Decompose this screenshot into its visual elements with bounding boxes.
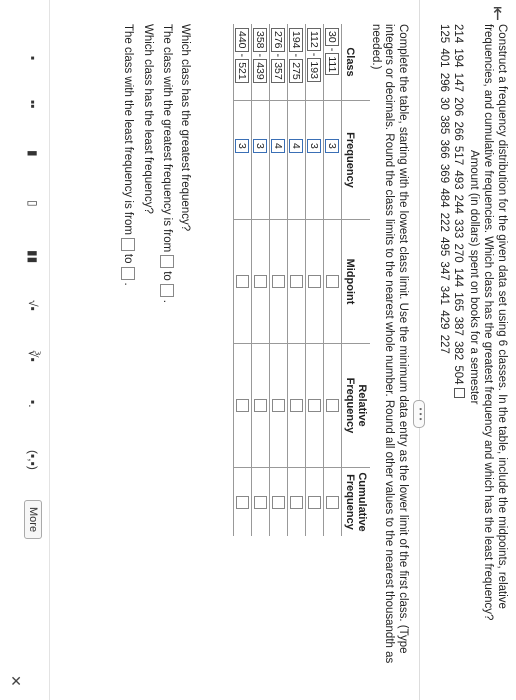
data-caption: Amount (in dollars) spent on books for a semester — [468, 150, 480, 405]
header-cumulative-line-1: Cumulative — [356, 472, 368, 532]
table-row: 276-357 4 — [270, 24, 288, 536]
data-row-1-text: 214 194 147 206 266 517 493 244 333 270 144 165 387 382 504 — [452, 24, 464, 385]
greatest-from-input[interactable] — [160, 255, 174, 268]
data-row-2: 125 401 296 30 385 366 369 484 222 495 347 341 429 227 — [438, 24, 450, 354]
least-from-input[interactable] — [121, 238, 135, 251]
frequency-input[interactable]: 3 — [236, 139, 250, 153]
ordered-pair-icon[interactable]: (▪,▪) — [26, 450, 40, 470]
header-cumulative-line-2: Frequency — [344, 474, 356, 530]
greatest-answer-text: The class with the greatest frequency is from — [160, 24, 173, 253]
header-class: Class — [344, 47, 356, 77]
frequency-input[interactable]: 3 — [254, 139, 268, 153]
table-row: 440-521 3 — [234, 24, 252, 536]
header-relative-line-2: Frequency — [344, 377, 356, 434]
class-lower-input[interactable]: 112 — [308, 28, 322, 51]
fraction-icon[interactable]: ▪ — [26, 56, 40, 61]
copy-icon[interactable] — [454, 388, 465, 398]
cumulative-frequency-input[interactable] — [272, 496, 285, 509]
close-icon[interactable]: ✕ — [8, 675, 24, 687]
greatest-to-input[interactable] — [160, 284, 174, 297]
relative-frequency-input[interactable] — [272, 399, 285, 412]
class-lower-input[interactable]: 30 — [326, 28, 340, 46]
class-upper-input[interactable]: 357 — [272, 59, 286, 83]
frequency-input[interactable]: 4 — [290, 139, 304, 153]
table-row: 30-111 3 — [324, 24, 342, 536]
header-frequency: Frequency — [342, 101, 371, 220]
mixed-number-icon[interactable]: ▪▪ — [26, 100, 40, 109]
class-upper-input[interactable]: 521 — [236, 59, 250, 83]
cumulative-frequency-input[interactable] — [236, 496, 249, 509]
midpoint-input[interactable] — [272, 275, 285, 288]
relative-frequency-input[interactable] — [308, 399, 321, 412]
greatest-prompt: Which class has the greatest frequency? — [179, 24, 191, 232]
greatest-answer-line — [160, 24, 174, 303]
frequency-input[interactable]: 4 — [272, 139, 286, 153]
table-row: 358-439 3 — [252, 24, 270, 536]
relative-frequency-input[interactable] — [326, 399, 339, 412]
square-root-icon[interactable]: √▪ — [26, 300, 40, 311]
math-toolbar — [14, 0, 46, 700]
more-button[interactable]: More — [24, 500, 42, 539]
class-upper-input[interactable]: 275 — [290, 59, 304, 83]
decimal-icon[interactable]: ▪. — [26, 400, 40, 408]
instructions-text: Complete the table, starting with the lowest class limit. Use the minimum data entry as the lower limit of the first class. (Type integers or decimals. Round the class limits to the nearest whole number. Round all other values to the nearest thousandth as needed.) — [370, 24, 409, 664]
divider — [419, 0, 420, 700]
class-upper-input[interactable]: 193 — [308, 58, 322, 82]
cumulative-frequency-input[interactable] — [254, 496, 267, 509]
frequency-input[interactable]: 3 — [326, 139, 340, 153]
least-answer-line — [121, 24, 135, 286]
class-upper-input[interactable]: 439 — [254, 59, 268, 83]
data-row-1 — [452, 24, 465, 398]
to-text: to — [160, 271, 173, 281]
expand-dots-button[interactable]: • • • — [413, 400, 425, 428]
midpoint-input[interactable] — [308, 275, 321, 288]
header-cumulative-frequency — [342, 468, 371, 537]
class-lower-input[interactable]: 358 — [254, 28, 268, 52]
header-relative-frequency — [342, 344, 371, 468]
class-lower-input[interactable]: 276 — [272, 28, 286, 52]
least-answer-text: The class with the least frequency is from — [121, 24, 134, 235]
period-text: . — [160, 299, 173, 303]
frequency-input[interactable]: 3 — [308, 139, 322, 153]
cumulative-frequency-input[interactable] — [290, 496, 303, 509]
midpoint-input[interactable] — [236, 275, 249, 288]
cumulative-frequency-input[interactable] — [308, 496, 321, 509]
question-text: Construct a frequency distribution for the given data set using 6 classes. In the table, include the midpoints, relative frequencies, and cumulative frequencies. Which class has the greatest frequency and which has the least frequency? — [482, 24, 508, 621]
toolbar-divider — [49, 0, 50, 700]
midpoint-input[interactable] — [290, 275, 303, 288]
back-arrow-icon[interactable]: ⇤ — [488, 6, 508, 22]
relative-frequency-input[interactable] — [254, 399, 267, 412]
period-text: . — [121, 282, 134, 286]
class-lower-input[interactable]: 194 — [290, 28, 304, 52]
relative-frequency-input[interactable] — [236, 399, 249, 412]
least-to-input[interactable] — [121, 267, 135, 280]
table-row: 194-275 4 — [288, 24, 306, 536]
frequency-table — [233, 24, 370, 536]
table-row: 112-193 3 — [306, 24, 324, 536]
exponent-icon[interactable]: ▯ — [26, 200, 40, 207]
absolute-value-icon[interactable]: ▮ — [26, 150, 40, 157]
midpoint-input[interactable] — [254, 275, 267, 288]
to-text: to — [121, 253, 134, 264]
nth-root-icon[interactable]: ∛▪ — [26, 350, 40, 362]
header-relative-line-1: Relative — [356, 384, 368, 427]
class-lower-input[interactable]: 440 — [236, 28, 250, 52]
midpoint-input[interactable] — [326, 275, 339, 288]
class-upper-input[interactable]: 111 — [326, 53, 340, 75]
header-midpoint: Midpoint — [342, 220, 371, 344]
relative-frequency-input[interactable] — [290, 399, 303, 412]
cumulative-frequency-input[interactable] — [326, 496, 339, 509]
abs-bars-icon[interactable]: ▮▮ — [26, 250, 40, 264]
least-prompt: Which class has the least frequency? — [142, 24, 154, 214]
